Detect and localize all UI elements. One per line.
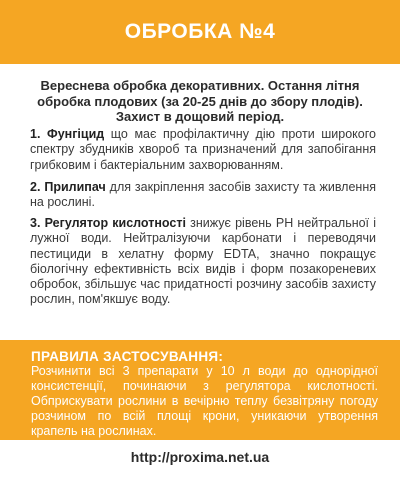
intro-text: Вереснева обробка декоративних. Остання літня обробка плодових (за 20-25 днів до збору плодів). Захист в дощовий період. bbox=[37, 78, 363, 124]
footer-url-link[interactable]: http://proxima.net.ua bbox=[130, 449, 270, 465]
item-name: Регулятор кислотності bbox=[44, 216, 186, 230]
rules-text: Розчинити всі 3 препарати у 10 л води до однорідної консистенції, починаючи з регулятора кислотності. Обприскувати рослини в вечірню теплу безвітряну погоду розчином по всій площі крони, уникаючи утворення крапель на рослинах. bbox=[31, 364, 378, 438]
item-name: Прилипач bbox=[44, 180, 106, 194]
rules-title: ПРАВИЛА ЗАСТОСУВАННЯ: bbox=[31, 349, 224, 364]
item-description: що має профілактичну дію проти широкого спектру збудників хвороб та призначений для запобігання грибковим і бактеріальним захворюванням. bbox=[30, 127, 376, 172]
item-number: 2. bbox=[30, 180, 41, 194]
list-item-adhesive bbox=[30, 180, 376, 211]
top-banner bbox=[0, 0, 400, 64]
item-name: Фунгіцид bbox=[47, 127, 105, 141]
item-description: для закріплення засобів захисту та живлення на рослині. bbox=[30, 180, 376, 210]
item-number: 3. bbox=[30, 216, 41, 230]
list-item-acidity-regulator bbox=[30, 216, 376, 308]
list-item-fungicide bbox=[30, 127, 376, 173]
item-number: 1. bbox=[30, 127, 41, 141]
rules-panel bbox=[0, 340, 400, 440]
banner-title: ОБРОБКА №4 bbox=[124, 20, 276, 43]
item-description: знижує рівень PH нейтральної і лужної води. Нейтралізуючи карбонати і переводячи пестициди в хелатну форму EDTA, значно покращує біологічну ефективність всіх видів і форм позакореневих обробок, збільшує час придатності розчину засобів захисту рослин, пом'якшує воду. bbox=[30, 216, 376, 307]
